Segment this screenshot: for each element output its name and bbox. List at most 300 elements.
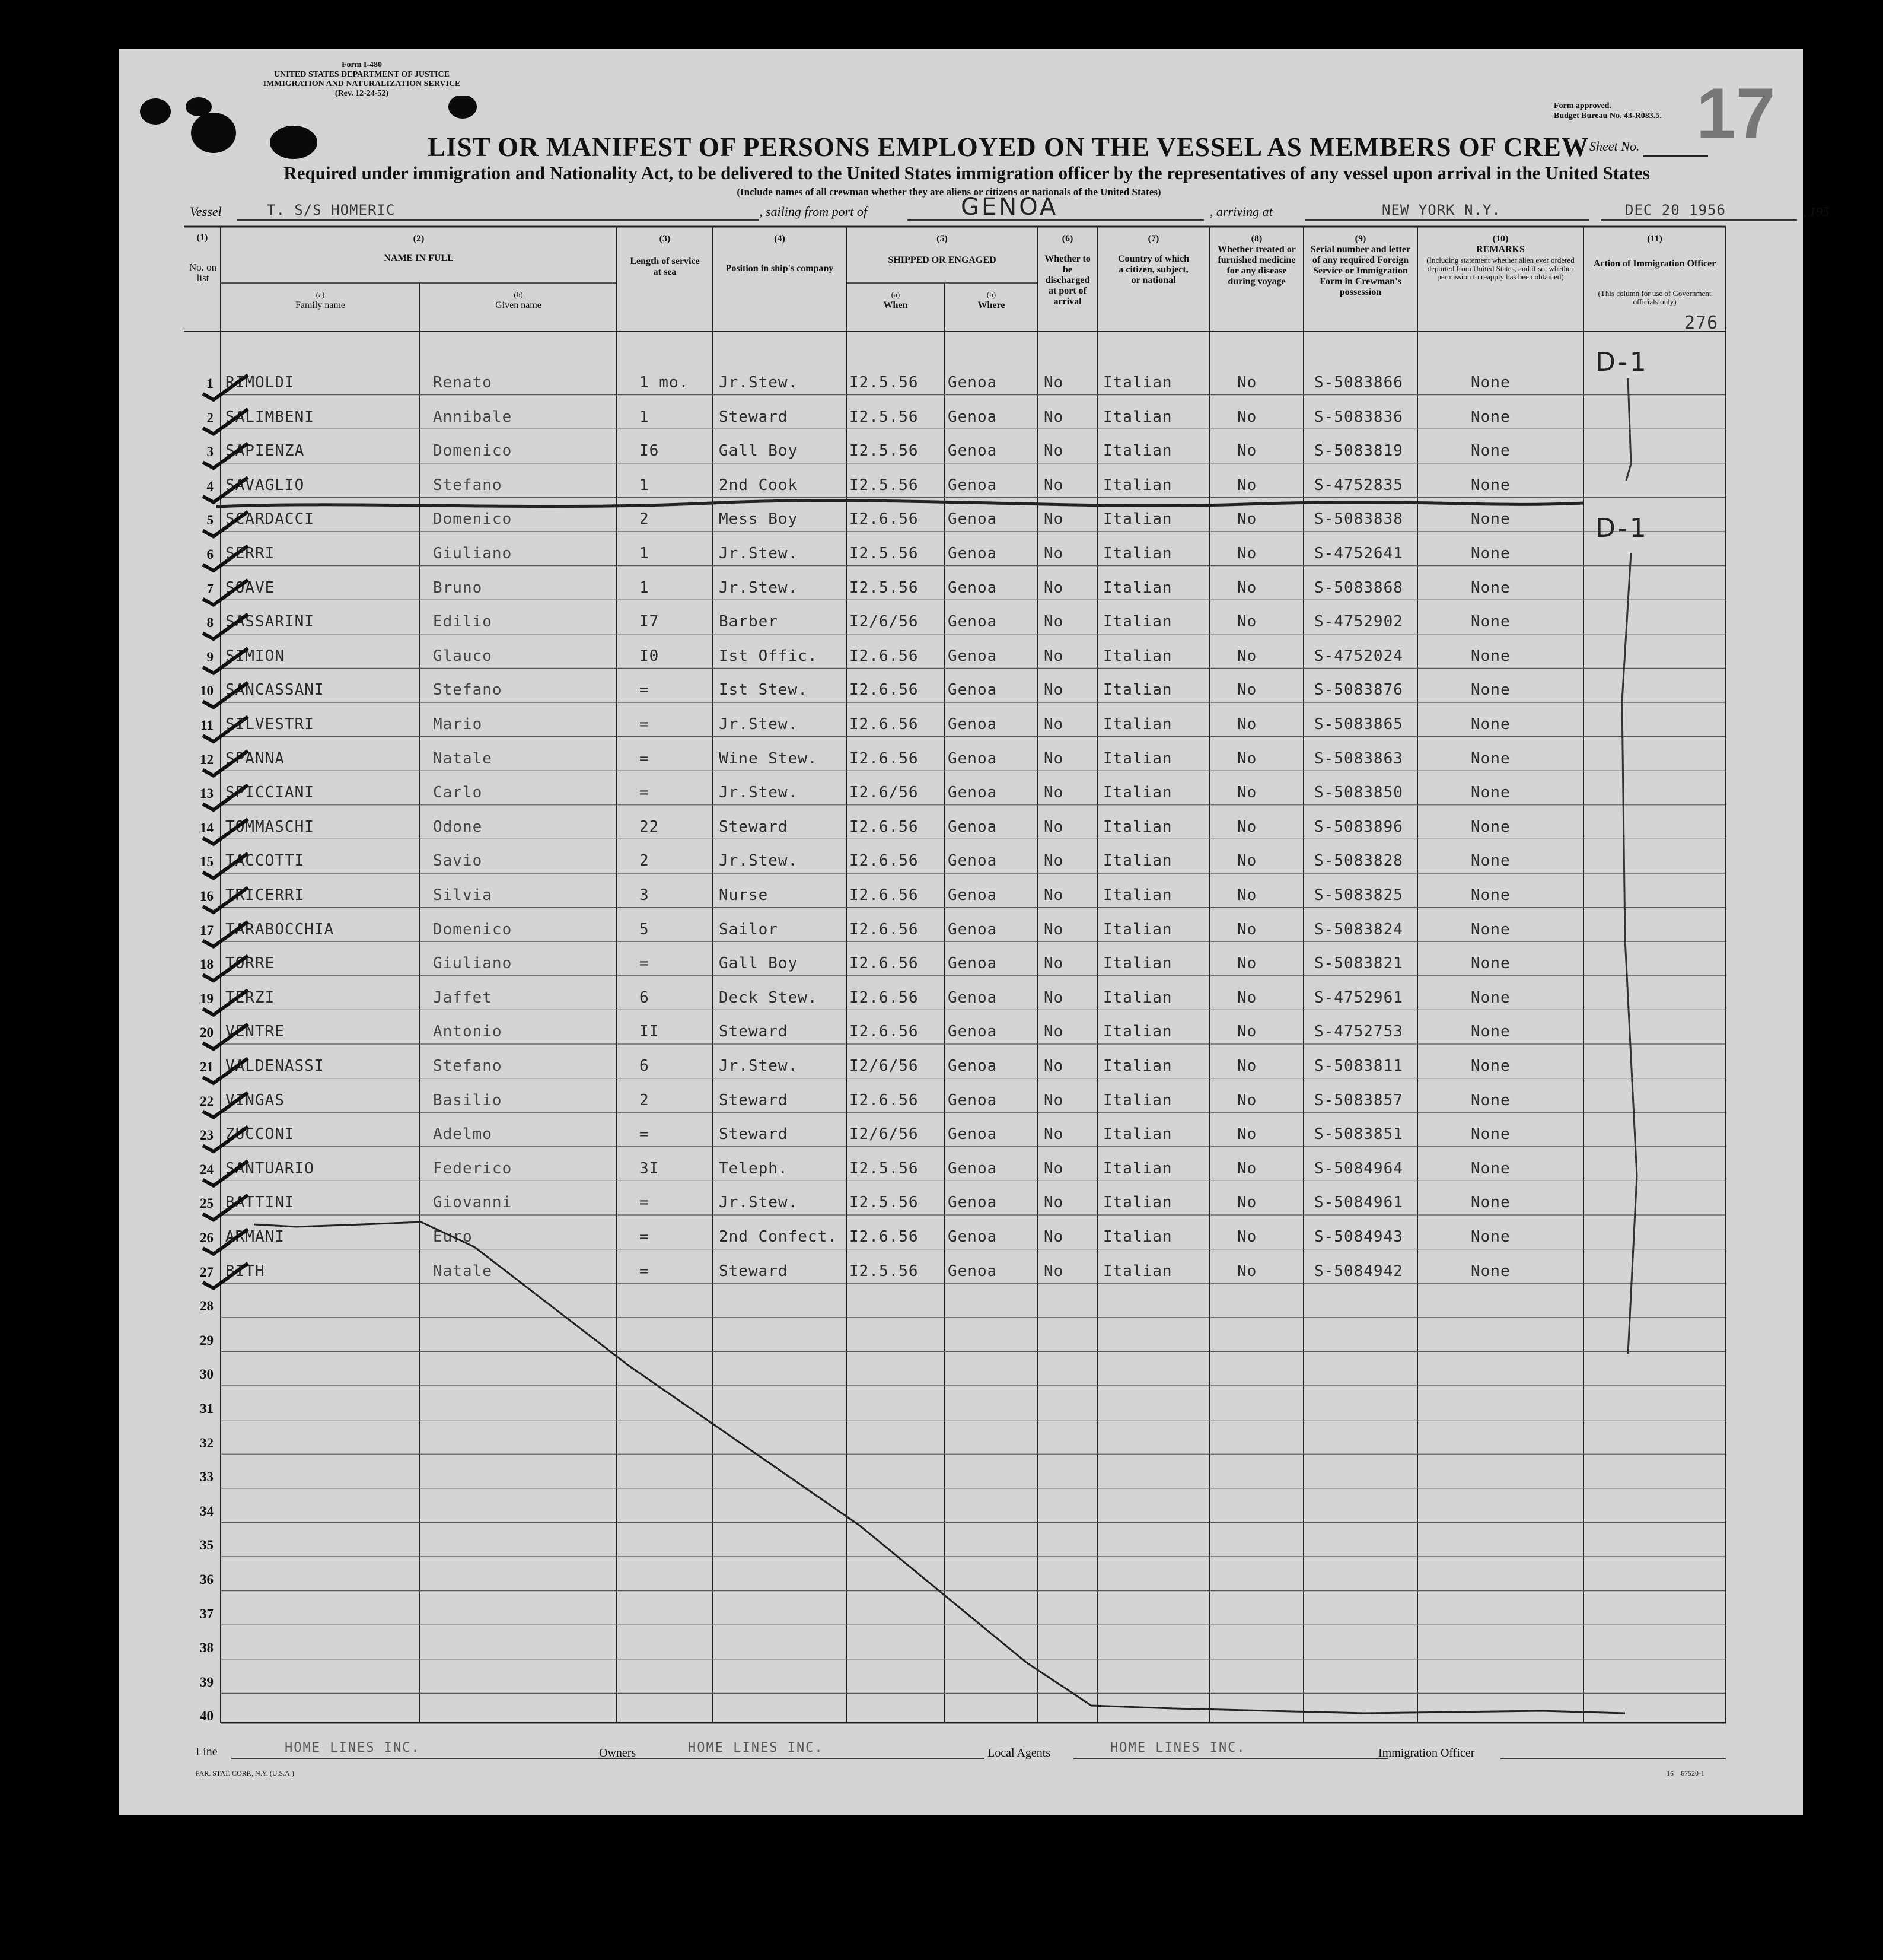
- shipped-when-cell: I2.5.56: [849, 1262, 919, 1280]
- row-number: 5: [206, 513, 214, 528]
- position-cell: 2nd Confect.: [719, 1228, 837, 1246]
- given-name-cell: Adelmo: [433, 1125, 492, 1144]
- row-number: 22: [200, 1093, 214, 1109]
- position-cell: Mess Boy: [719, 510, 798, 529]
- treated-cell: No: [1237, 886, 1257, 904]
- family-name-cell: ARMANI: [225, 1228, 285, 1246]
- agents-label: Local Agents: [987, 1746, 1051, 1759]
- given-name-cell: Renato: [433, 374, 492, 392]
- country-cell: Italian: [1103, 681, 1173, 699]
- country-cell: Italian: [1103, 1262, 1173, 1280]
- position-cell: Jr.Stew.: [719, 578, 798, 597]
- header-remarks: REMARKS: [1476, 244, 1525, 254]
- shipped-where-cell: Genoa: [948, 545, 998, 562]
- family-name-cell: VINGAS: [225, 1091, 285, 1109]
- family-name-cell: VALDENASSI: [225, 1057, 324, 1075]
- service-name: IMMIGRATION AND NATURALIZATION SERVICE: [263, 79, 461, 88]
- given-name-cell: Antonio: [433, 1023, 502, 1041]
- country-cell: Italian: [1103, 476, 1173, 494]
- discharged-cell: No: [1044, 784, 1064, 802]
- header-country: Country of which a citizen, subject, or national: [1117, 254, 1189, 285]
- family-name-cell: SPICCIANI: [225, 784, 314, 802]
- discharged-cell: No: [1044, 1228, 1064, 1246]
- country-cell: Italian: [1103, 510, 1173, 529]
- serial-number-cell: S-5083824: [1314, 920, 1403, 938]
- treated-cell: No: [1237, 1057, 1257, 1075]
- treated-cell: No: [1237, 578, 1257, 597]
- length-of-service-cell: =: [639, 1125, 649, 1144]
- header-officer-note: (This column for use of Government officials only): [1598, 289, 1712, 306]
- check-mark: [203, 478, 248, 502]
- remarks-cell: None: [1471, 817, 1511, 836]
- serial-number-cell: S-4752024: [1314, 647, 1403, 665]
- length-of-service-cell: 3: [639, 886, 649, 904]
- row-number: 26: [200, 1230, 214, 1245]
- serial-number-cell: S-5083851: [1314, 1125, 1403, 1144]
- position-cell: Teleph.: [719, 1159, 788, 1178]
- family-name-cell: SALIMBENI: [225, 408, 314, 426]
- length-of-service-cell: 5: [639, 920, 649, 938]
- treated-cell: No: [1237, 954, 1257, 973]
- position-cell: Jr.Stew.: [719, 545, 798, 562]
- shipped-where-cell: Genoa: [948, 886, 998, 904]
- treated-cell: No: [1237, 476, 1257, 494]
- serial-number-cell: S-5083876: [1314, 681, 1403, 699]
- country-cell: Italian: [1103, 749, 1173, 768]
- given-name-cell: Domenico: [433, 920, 512, 938]
- arrival-date: DEC 20 1956: [1625, 202, 1726, 218]
- header-col10-num: (10): [1492, 234, 1509, 244]
- header-col7-num: (7): [1148, 234, 1159, 244]
- shipped-when-cell: I2.6.56: [849, 681, 919, 699]
- serial-number-cell: S-5083896: [1314, 817, 1403, 836]
- row-number: 24: [200, 1162, 214, 1177]
- discharged-cell: No: [1044, 1091, 1064, 1109]
- page-subtitle: Required under immigration and Nationality Act, to be delivered to the United States immigration officer by the representatives of any vessel upon arrival in the United States: [283, 163, 1650, 183]
- serial-number-cell: S-5083863: [1314, 749, 1403, 768]
- header-col2a-num: (a): [316, 290, 325, 299]
- officer-underline: [1500, 1758, 1726, 1759]
- treated-cell: No: [1237, 510, 1257, 529]
- country-cell: Italian: [1103, 545, 1173, 562]
- length-of-service-cell: II: [639, 1023, 659, 1041]
- discharged-cell: No: [1044, 647, 1064, 665]
- shipped-where-cell: Genoa: [948, 852, 998, 870]
- shipped-where-cell: Genoa: [948, 715, 998, 733]
- position-cell: Wine Stew.: [719, 749, 818, 768]
- country-cell: Italian: [1103, 1194, 1173, 1212]
- length-of-service-cell: =: [639, 715, 649, 733]
- owners-label: Owners: [599, 1746, 636, 1759]
- shipped-when-cell: I2.5.56: [849, 545, 919, 562]
- row-number: 1: [206, 376, 214, 391]
- header-family-name: Family name: [295, 300, 345, 310]
- position-cell: Barber: [719, 613, 778, 631]
- discharged-cell: No: [1044, 852, 1064, 870]
- header-given-name: Given name: [495, 300, 541, 310]
- discharged-cell: No: [1044, 578, 1064, 597]
- treated-cell: No: [1237, 613, 1257, 631]
- row-number: 16: [200, 889, 214, 903]
- check-mark: [203, 546, 248, 571]
- position-cell: Steward: [719, 408, 788, 426]
- agents-value: HOME LINES INC.: [1110, 1741, 1246, 1755]
- serial-number-cell: S-4752961: [1314, 988, 1403, 1007]
- serial-number-cell: S-5083819: [1314, 442, 1403, 460]
- family-name-cell: TORRE: [225, 954, 275, 973]
- shipped-when-cell: I2.5.56: [849, 442, 919, 460]
- country-cell: Italian: [1103, 1159, 1173, 1178]
- discharged-cell: No: [1044, 1057, 1064, 1075]
- serial-number-cell: S-4752641: [1314, 545, 1403, 562]
- check-mark: [203, 887, 248, 912]
- given-name-cell: Basilio: [433, 1091, 502, 1109]
- shipped-when-cell: I2.5.56: [849, 476, 919, 494]
- shipped-when-cell: I2.5.56: [849, 374, 919, 392]
- shipped-when-cell: I2.6/56: [849, 784, 919, 802]
- family-name-cell: RIMOLDI: [225, 374, 295, 392]
- header-col1-num: (1): [196, 233, 208, 243]
- owners-underline: [652, 1758, 984, 1759]
- country-cell: Italian: [1103, 1228, 1173, 1246]
- remarks-cell: None: [1471, 1194, 1511, 1212]
- discharged-cell: No: [1044, 1023, 1064, 1041]
- remarks-cell: None: [1471, 1228, 1511, 1246]
- shipped-where-cell: Genoa: [948, 374, 998, 392]
- row-number: 11: [200, 718, 214, 733]
- row-number: 12: [200, 752, 214, 767]
- remarks-cell: None: [1471, 988, 1511, 1007]
- serial-number-cell: S-5084942: [1314, 1262, 1403, 1280]
- check-mark: [203, 922, 248, 947]
- header-col2-label: NAME IN FULL: [384, 253, 454, 263]
- empty-row-number: 35: [200, 1538, 214, 1553]
- remarks-cell: None: [1471, 476, 1511, 494]
- shipped-where-cell: Genoa: [948, 749, 998, 768]
- serial-number-cell: S-4752902: [1314, 613, 1403, 631]
- serial-number-cell: S-5083865: [1314, 715, 1403, 733]
- header-col11-num: (11): [1647, 234, 1662, 244]
- length-of-service-cell: 1: [639, 578, 649, 597]
- position-cell: Steward: [719, 1125, 788, 1144]
- shipped-when-cell: I2/6/56: [849, 1125, 919, 1144]
- row-number: 3: [206, 444, 214, 460]
- shipped-where-cell: Genoa: [948, 954, 998, 973]
- row-number: 25: [200, 1196, 214, 1211]
- family-name-cell: SILVESTRI: [225, 715, 314, 733]
- shipped-when-cell: I2.6.56: [849, 1023, 919, 1041]
- family-name-cell: BITH: [225, 1262, 265, 1280]
- empty-row-number: 32: [200, 1435, 214, 1450]
- country-cell: Italian: [1103, 852, 1173, 870]
- treated-cell: No: [1237, 1023, 1257, 1041]
- shipped-where-cell: Genoa: [948, 1091, 998, 1109]
- header-position: Position in ship's company: [725, 263, 834, 273]
- shipped-where-cell: Genoa: [948, 613, 998, 631]
- check-mark: [203, 648, 248, 673]
- officer-label: Immigration Officer: [1378, 1746, 1475, 1759]
- shipped-where-cell: Genoa: [948, 920, 998, 938]
- given-name-cell: Savio: [433, 852, 483, 870]
- check-mark: [203, 375, 248, 400]
- remarks-cell: None: [1471, 681, 1511, 699]
- annotation-marks: [119, 49, 1803, 1815]
- given-name-cell: Natale: [433, 1262, 492, 1280]
- serial-number-cell: S-5083821: [1314, 954, 1403, 973]
- family-name-cell: VENTRE: [225, 1023, 285, 1041]
- shipped-when-cell: I2.6.56: [849, 647, 919, 665]
- country-cell: Italian: [1103, 1057, 1173, 1075]
- header-col1-label: No. on list: [189, 262, 217, 284]
- shipped-when-cell: I2.6.56: [849, 817, 919, 836]
- header-col2-num: (2): [413, 234, 425, 244]
- position-cell: Ist Offic.: [719, 647, 818, 665]
- check-mark: [203, 1229, 248, 1254]
- remarks-cell: None: [1471, 852, 1511, 870]
- treated-cell: No: [1237, 784, 1257, 802]
- family-name-cell: TERZI: [225, 988, 275, 1007]
- length-of-service-cell: =: [639, 1228, 649, 1246]
- row-number: 13: [200, 786, 214, 801]
- vessel-name: T. S/S HOMERIC: [267, 202, 396, 218]
- department-name: UNITED STATES DEPARTMENT OF JUSTICE: [274, 70, 450, 79]
- position-cell: Steward: [719, 1023, 788, 1041]
- discharged-cell: No: [1044, 1194, 1064, 1212]
- row-number: 27: [200, 1264, 214, 1280]
- header-treated: Whether treated or furnished medicine for any disease during voyage: [1218, 244, 1296, 287]
- length-of-service-cell: 6: [639, 1057, 649, 1075]
- shipped-where-cell: Genoa: [948, 510, 998, 529]
- discharged-cell: No: [1044, 817, 1064, 836]
- empty-row-number: 31: [200, 1401, 214, 1416]
- remarks-cell: None: [1471, 647, 1511, 665]
- printer-code: PAR. STAT. CORP., N.Y. (U.S.A.): [196, 1769, 294, 1777]
- empty-row-number: 39: [200, 1674, 214, 1689]
- check-mark: [203, 819, 248, 844]
- length-of-service-cell: 3I: [639, 1159, 659, 1178]
- family-name-cell: TOMMASCHI: [225, 817, 314, 836]
- header-officer-action: Action of Immigration Officer: [1593, 259, 1716, 269]
- empty-row-number: 30: [200, 1367, 214, 1382]
- shipped-where-cell: Genoa: [948, 1159, 998, 1178]
- form-number: Form I-480: [341, 61, 383, 69]
- length-of-service-cell: I6: [639, 442, 659, 460]
- remarks-cell: None: [1471, 749, 1511, 768]
- shipped-when-cell: I2.6.56: [849, 510, 919, 529]
- row-number: 8: [206, 615, 214, 631]
- treated-cell: No: [1237, 1159, 1257, 1178]
- given-name-cell: Jaffet: [433, 988, 492, 1007]
- remarks-cell: None: [1471, 442, 1511, 460]
- sheet-number: 17: [1696, 74, 1776, 153]
- discharged-cell: No: [1044, 545, 1064, 562]
- remarks-cell: None: [1471, 920, 1511, 938]
- header-col3-num: (3): [659, 234, 671, 244]
- officer-mark-2: D-1: [1595, 513, 1649, 543]
- shipped-where-cell: Genoa: [948, 1262, 998, 1280]
- empty-row-number: 37: [200, 1606, 214, 1621]
- treated-cell: No: [1237, 1262, 1257, 1280]
- position-cell: Jr.Stew.: [719, 784, 798, 802]
- given-name-cell: Stefano: [433, 476, 502, 494]
- remarks-cell: None: [1471, 954, 1511, 973]
- treated-cell: No: [1237, 852, 1257, 870]
- remarks-cell: None: [1471, 578, 1511, 597]
- discharged-cell: No: [1044, 681, 1064, 699]
- treated-cell: No: [1237, 817, 1257, 836]
- length-of-service-cell: =: [639, 681, 649, 699]
- shipped-where-cell: Genoa: [948, 1023, 998, 1041]
- given-name-cell: Domenico: [433, 510, 512, 529]
- empty-row-number: 38: [200, 1640, 214, 1656]
- agents-underline: [1073, 1758, 1388, 1759]
- position-cell: Sailor: [719, 920, 778, 938]
- discharged-cell: No: [1044, 954, 1064, 973]
- shipped-where-cell: Genoa: [948, 647, 998, 665]
- empty-row-number: 36: [200, 1572, 214, 1587]
- header-col6-num: (6): [1062, 234, 1073, 244]
- shipped-where-cell: Genoa: [948, 1125, 998, 1144]
- length-of-service-cell: I7: [639, 613, 659, 631]
- length-of-service-cell: 2: [639, 852, 649, 870]
- check-mark: [203, 580, 248, 605]
- country-cell: Italian: [1103, 1091, 1173, 1109]
- treated-cell: No: [1237, 408, 1257, 426]
- row-number: 21: [200, 1059, 214, 1074]
- check-mark: [203, 1093, 248, 1118]
- serial-number-cell: S-5083825: [1314, 886, 1403, 904]
- shipped-when-cell: I2/6/56: [849, 1057, 919, 1075]
- serial-number-cell: S-5083857: [1314, 1091, 1403, 1109]
- remarks-cell: None: [1471, 374, 1511, 392]
- row-number: 4: [206, 478, 214, 494]
- check-mark: [203, 443, 248, 468]
- remarks-cell: None: [1471, 886, 1511, 904]
- header-remarks-note: (Including statement whether alien ever ordered deported from United States, and if so, whether permission to reapply has been obtained): [1426, 256, 1575, 281]
- print-number: 16—67520-1: [1667, 1769, 1704, 1777]
- shipped-where-cell: Genoa: [948, 1228, 998, 1246]
- check-mark: [203, 511, 248, 536]
- family-name-cell: SAVAGLIO: [225, 476, 305, 494]
- discharged-cell: No: [1044, 988, 1064, 1007]
- shipped-where-cell: Genoa: [948, 681, 998, 699]
- remarks-cell: None: [1471, 545, 1511, 562]
- length-of-service-cell: =: [639, 749, 649, 768]
- check-mark: [203, 1264, 248, 1288]
- family-name-cell: SIMION: [225, 647, 285, 665]
- family-name-cell: SAPIENZA: [225, 442, 305, 460]
- row-number: 2: [206, 410, 214, 425]
- remarks-cell: None: [1471, 1159, 1511, 1178]
- check-mark: [203, 614, 248, 639]
- header-serial: Serial number and letter of any required Foreign Service or Immigration Form in Crewman's possession: [1310, 244, 1411, 297]
- shipped-where-cell: Genoa: [948, 988, 998, 1007]
- header-shipped: SHIPPED OR ENGAGED: [888, 255, 996, 265]
- treated-cell: No: [1237, 374, 1257, 392]
- discharged-cell: No: [1044, 920, 1064, 938]
- family-name-cell: TRICERRI: [225, 886, 305, 904]
- remarks-cell: None: [1471, 715, 1511, 733]
- family-name-cell: SPANNA: [225, 749, 285, 768]
- header-col2b-num: (b): [514, 290, 523, 299]
- serial-number-cell: S-5083866: [1314, 374, 1403, 392]
- shipped-when-cell: I2.6.56: [849, 886, 919, 904]
- row-number: 18: [200, 957, 214, 972]
- shipped-when-cell: I2.6.56: [849, 852, 919, 870]
- serial-number-cell: S-5083811: [1314, 1057, 1403, 1075]
- given-name-cell: Glauco: [433, 647, 492, 665]
- length-of-service-cell: I0: [639, 647, 659, 665]
- family-name-cell: SCARDACCI: [225, 510, 314, 529]
- shipped-where-cell: Genoa: [948, 817, 998, 836]
- treated-cell: No: [1237, 647, 1257, 665]
- shipped-where-cell: Genoa: [948, 1194, 998, 1212]
- row-number: 7: [206, 581, 214, 596]
- empty-row-number: 33: [200, 1469, 214, 1485]
- family-name-cell: SANTUARIO: [225, 1159, 314, 1178]
- form-revision: (Rev. 12-24-52): [334, 89, 389, 98]
- remarks-cell: None: [1471, 1125, 1511, 1144]
- remarks-cell: None: [1471, 510, 1511, 529]
- position-cell: Jr.Stew.: [719, 374, 798, 392]
- shipped-when-cell: I2.6.56: [849, 715, 919, 733]
- discharged-cell: No: [1044, 476, 1064, 494]
- length-of-service-cell: =: [639, 954, 649, 973]
- country-cell: Italian: [1103, 817, 1173, 836]
- serial-number-cell: S-5083836: [1314, 408, 1403, 426]
- check-mark: [203, 1127, 248, 1151]
- length-of-service-cell: 1: [639, 476, 649, 494]
- position-cell: Steward: [719, 1091, 788, 1109]
- given-name-cell: Stefano: [433, 681, 502, 699]
- shipped-where-cell: Genoa: [948, 442, 998, 460]
- discharged-cell: No: [1044, 1159, 1064, 1178]
- shipped-when-cell: I2/6/56: [849, 613, 919, 631]
- header-col5b-num: (b): [986, 290, 996, 299]
- serial-number-cell: S-4752753: [1314, 1023, 1403, 1041]
- row-number: 9: [206, 649, 214, 664]
- check-mark: [203, 1024, 248, 1049]
- length-of-service-cell: 1 mo.: [639, 374, 689, 392]
- shipped-where-cell: Genoa: [948, 408, 998, 426]
- discharged-cell: No: [1044, 613, 1064, 631]
- given-name-cell: Natale: [433, 749, 492, 768]
- treated-cell: No: [1237, 749, 1257, 768]
- given-name-cell: Giuliano: [433, 545, 512, 562]
- check-mark: [203, 1161, 248, 1186]
- officer-code: 276: [1684, 313, 1719, 333]
- family-name-cell: SERRI: [225, 545, 275, 562]
- header-when: When: [883, 300, 908, 310]
- length-of-service-cell: =: [639, 1194, 649, 1212]
- empty-row-number: 34: [200, 1503, 214, 1519]
- length-of-service-cell: 1: [639, 408, 649, 426]
- given-name-cell: Odone: [433, 817, 483, 836]
- country-cell: Italian: [1103, 920, 1173, 938]
- shipped-when-cell: I2.6.56: [849, 954, 919, 973]
- shipped-where-cell: Genoa: [948, 578, 998, 597]
- remarks-cell: None: [1471, 784, 1511, 802]
- row-number: 14: [200, 820, 214, 835]
- treated-cell: No: [1237, 988, 1257, 1007]
- shipped-when-cell: I2.6.56: [849, 749, 919, 768]
- position-cell: 2nd Cook: [719, 476, 798, 494]
- discharged-cell: No: [1044, 749, 1064, 768]
- vessel-label: Vessel: [190, 204, 222, 219]
- treated-cell: No: [1237, 920, 1257, 938]
- country-cell: Italian: [1103, 647, 1173, 665]
- treated-cell: No: [1237, 1091, 1257, 1109]
